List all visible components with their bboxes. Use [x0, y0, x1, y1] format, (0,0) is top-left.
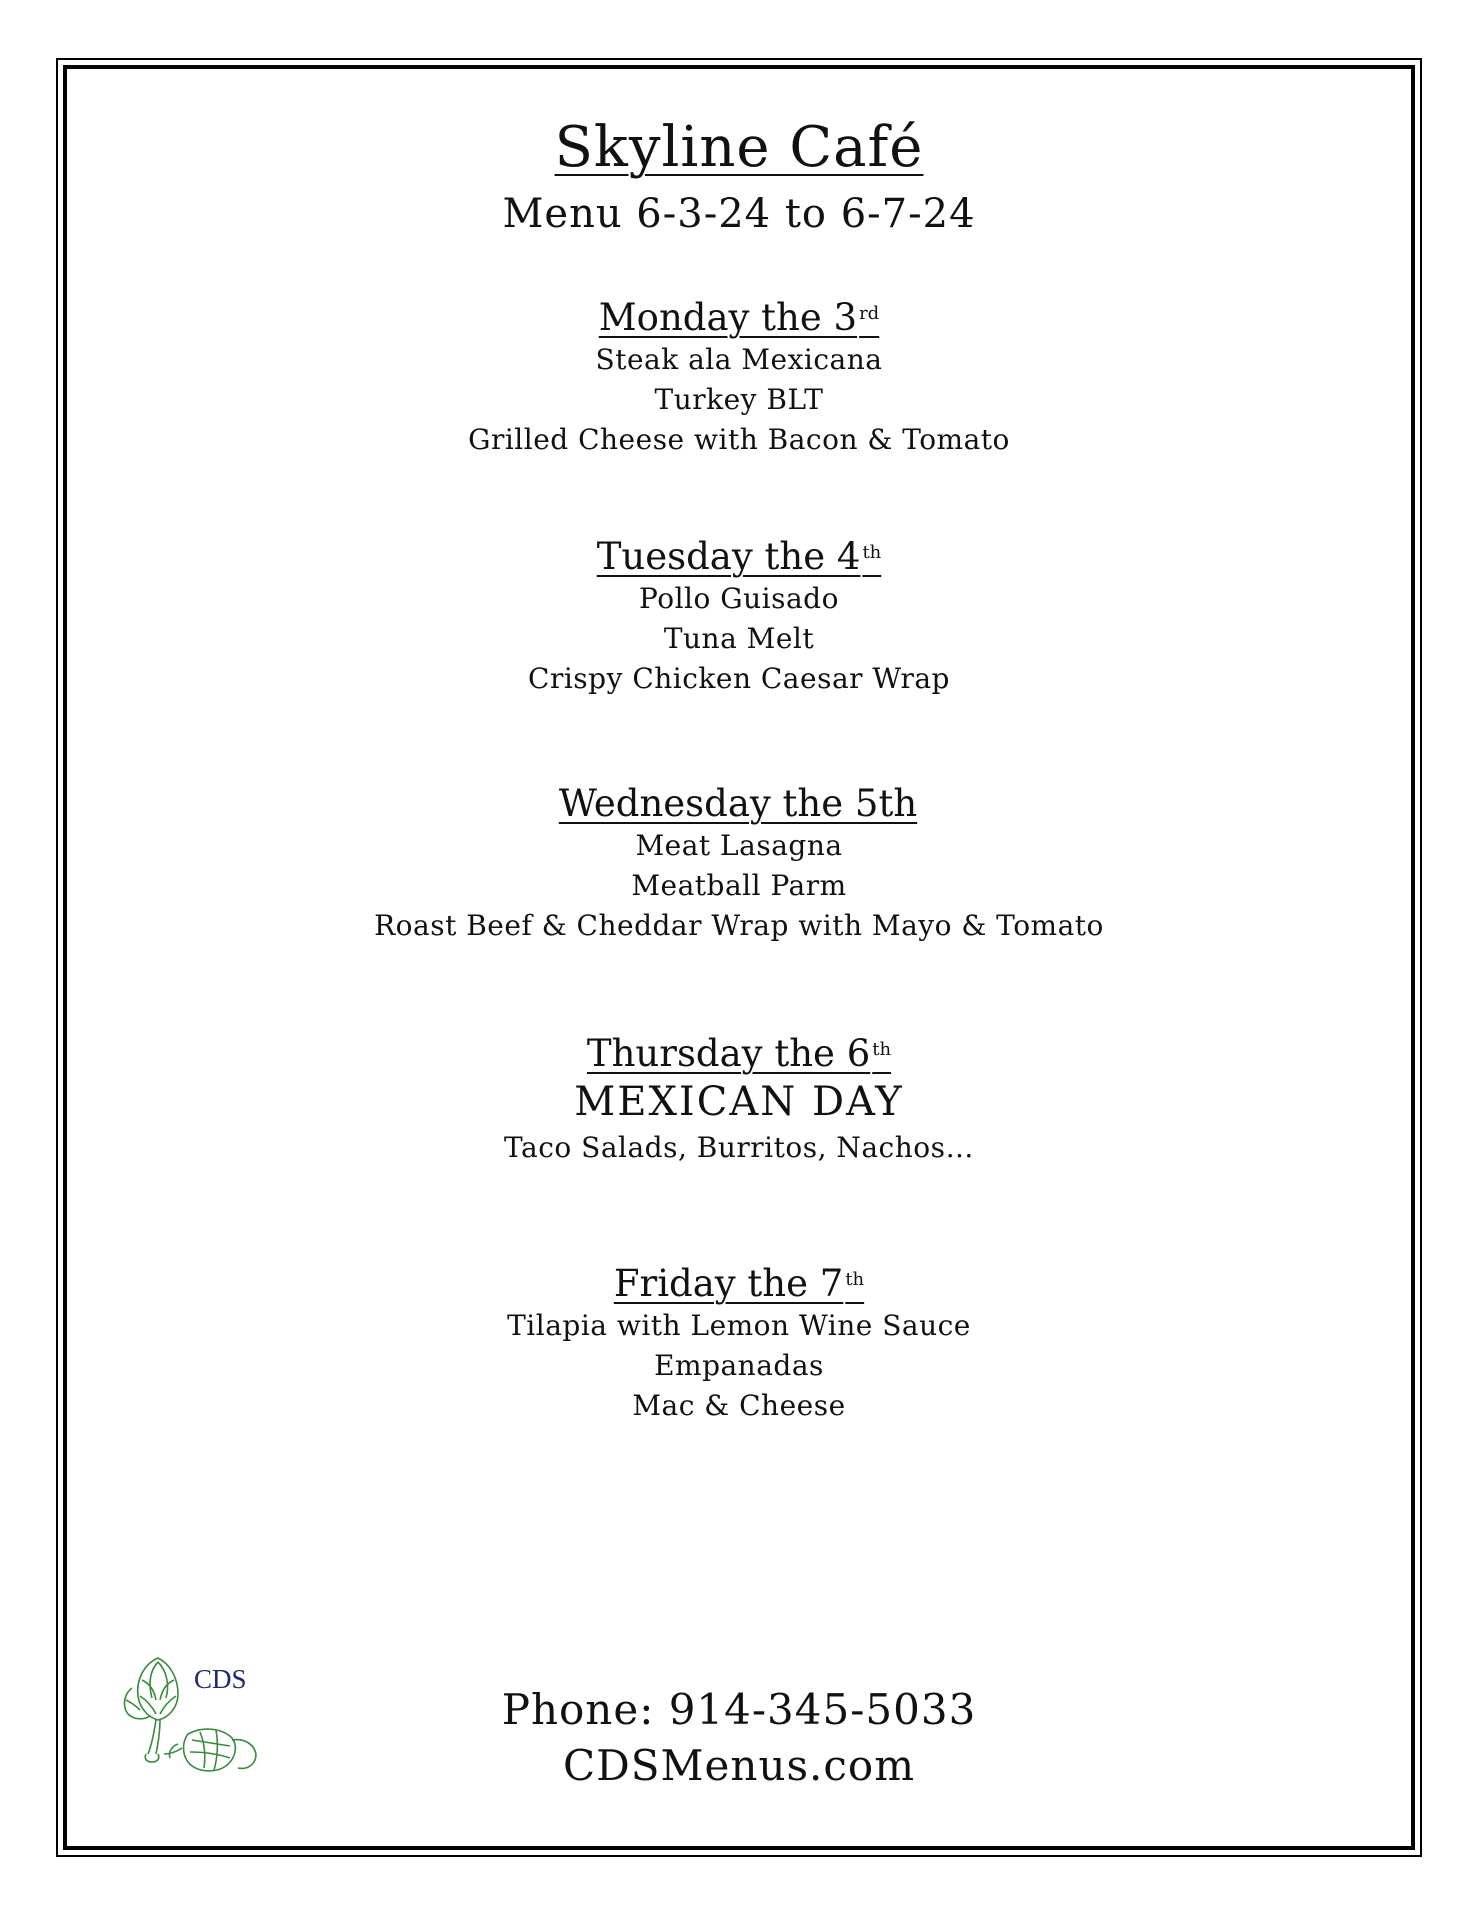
day-heading: [67, 1032, 1411, 1076]
day-heading-text: Thursday the 6: [586, 1032, 871, 1075]
menu-item: Turkey BLT: [654, 383, 824, 416]
day-heading-text: Tuesday the 4: [596, 535, 861, 578]
menu-item: Steak ala Mexicana: [595, 343, 883, 376]
menu-item: Tilapia with Lemon Wine Sauce: [507, 1309, 971, 1342]
day-section-monday: [67, 296, 1411, 460]
menu-item: Crispy Chicken Caesar Wrap: [528, 662, 950, 695]
day-heading-text: Wednesday the 5th: [558, 782, 918, 825]
menu-item: Mac & Cheese: [632, 1389, 846, 1422]
logo-text: CDS: [194, 1664, 247, 1694]
day-heading-suffix: th: [845, 1269, 865, 1290]
menu-item: Empanadas: [654, 1349, 824, 1382]
menu-date-range: Menu 6-3-24 to 6-7-24: [502, 191, 976, 237]
page-title: Skyline Café: [554, 115, 924, 180]
day-heading-text: Monday the 3: [598, 296, 858, 339]
menu-item: Pollo Guisado: [639, 582, 839, 615]
day-feature: MEXICAN DAY: [574, 1079, 904, 1125]
website-link[interactable]: CDSMenus.com: [562, 1741, 916, 1790]
menu-item: Meatball Parm: [631, 869, 847, 902]
cds-logo: [118, 1650, 268, 1780]
day-section-wednesday: [67, 782, 1411, 946]
day-heading-text: Friday the 7: [613, 1262, 844, 1305]
menu-item: Taco Salads, Burritos, Nachos…: [504, 1131, 974, 1164]
menu-item: Grilled Cheese with Bacon & Tomato: [468, 423, 1010, 456]
phone-number: Phone: 914-345-5033: [501, 1685, 977, 1734]
day-heading: [67, 782, 1411, 826]
menu-item: Roast Beef & Cheddar Wrap with Mayo & Tomato: [374, 909, 1104, 942]
day-heading: [67, 1262, 1411, 1306]
day-section-tuesday: [67, 535, 1411, 699]
day-heading-suffix: rd: [859, 303, 880, 324]
day-heading: [67, 535, 1411, 579]
day-heading-suffix: th: [862, 542, 882, 563]
menu-item: Meat Lasagna: [635, 829, 843, 862]
day-section-thursday: [67, 1032, 1411, 1168]
day-heading: [67, 296, 1411, 340]
menu-item: Tuna Melt: [663, 622, 815, 655]
day-section-friday: [67, 1262, 1411, 1426]
day-heading-suffix: th: [872, 1039, 892, 1060]
contact-info: [67, 1682, 1411, 1794]
